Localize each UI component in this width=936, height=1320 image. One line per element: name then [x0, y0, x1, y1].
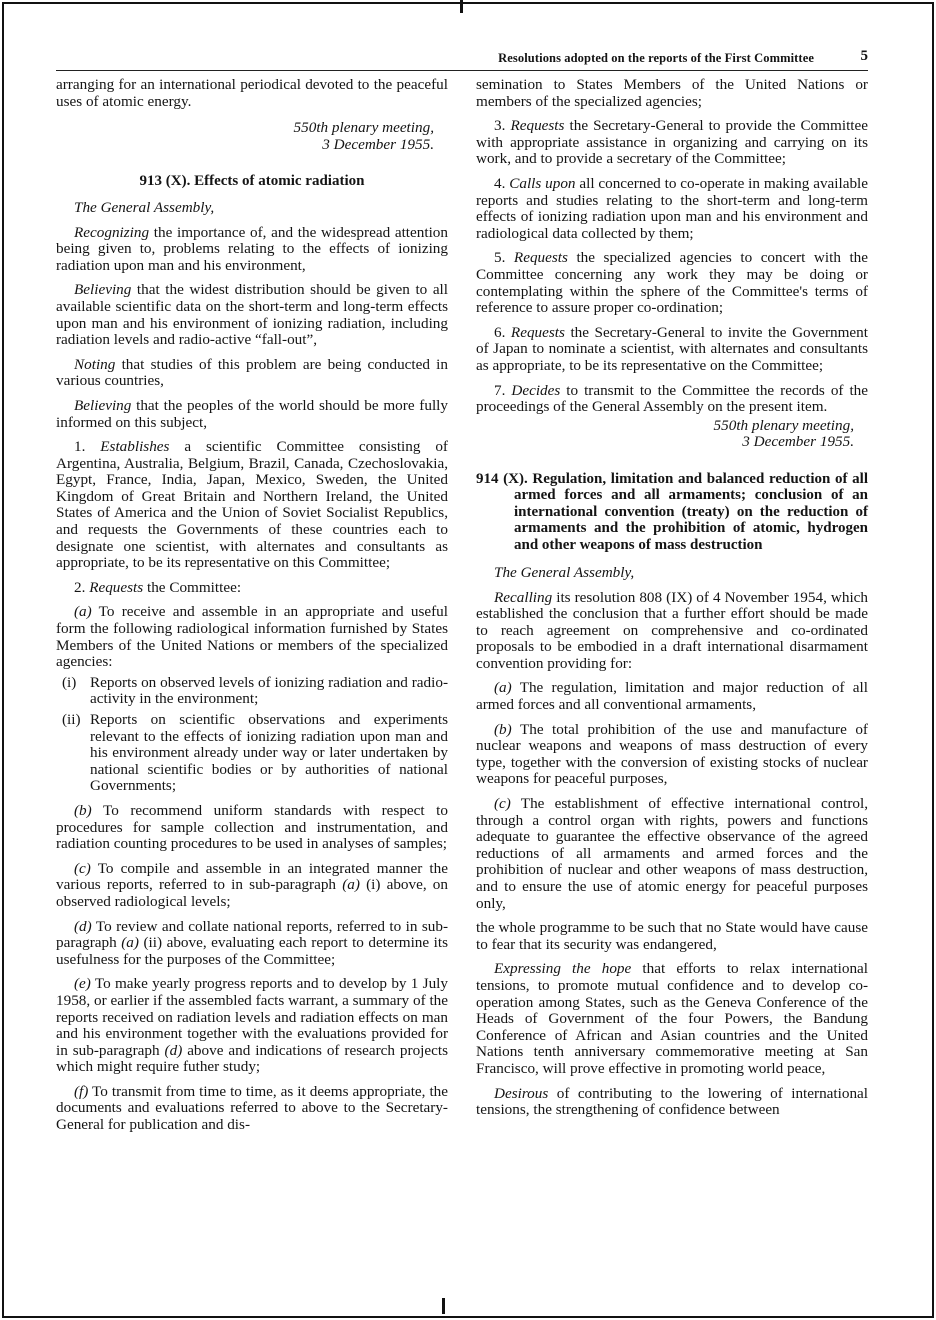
sub-paragraph-c: (c) The establishment of effective international control, through a control organ with rights, powers and functions adequate to guarantee the effective observance of the agreed reductions of all armaments and armed forces and the prohibition of nuclear and other weapons of mass destruction, and to ensure the use of atomic energy for peaceful purposes only, [476, 795, 868, 912]
sub-paragraph-f: (f) To transmit from time to time, as it deems appropriate, the documents and evaluations referred to above to the Secretary-General for publication and dis- [56, 1082, 448, 1134]
sub-paragraph-b: (b) To recommend uniform standards with respect to procedures for sample collection and instrumentation, and radiation counting procedures to be used in analyses of samples; [56, 801, 448, 853]
sub-paragraph-d: (d) To review and collate national reports, referred to in sub-paragraph (a) (ii) above, evaluating each report to determine its usefulness for the purposes of the Committee; [56, 917, 448, 968]
operative-paragraph-6: 6. Requests the Secretary-General to invite the Government of Japan to nominate a scientist, with alternates and consultants as appropriate, to be its representative on the Committee; [476, 323, 868, 374]
operative-paragraph-5: 5. Requests the specialized agencies to concert with the Committee concerning any work they may be doing or contemplating within the sphere of the Committee's terms of reference to assure proper co-ordination; [476, 249, 868, 317]
meeting-line: 550th plenary meeting, [713, 416, 854, 434]
signature-block-1 [56, 120, 448, 153]
resolution-913-title: 913 (X). Effects of atomic radiation [139, 173, 365, 190]
resolution-914-title: 914 (X). Regulation, limitation and balanced reduction of all armed forces and all armaments; conclusion of an international convention (treaty) on the reduction of armaments and the prohibition of atomic, hydrogen and other weapons of mass destruction [476, 470, 868, 553]
sub-paragraph-c: (c) To compile and assemble in an integrated manner the various reports, referred to in sub-paragraph (a) (i) above, on observed radiological levels; [56, 859, 448, 910]
expressing-paragraph: Expressing the hope that efforts to relax international tensions, to promote mutual confidence and to develop co-operation among States, such as the Geneva Conference of the Heads of Government of the four Powers, the Bandung Conference of African and Asian countries and the United Nations tenth anniversary commemorative meeting at San Francisco, will prove effective in promoting world peace, [476, 960, 868, 1077]
running-header [56, 48, 868, 71]
continued-paragraph: semination to States Members of the United Nations or members of the specialized agencies; [476, 76, 868, 110]
bottom-crop-mark [442, 1298, 445, 1314]
operative-paragraph-2: 2. Requests the Committee: [74, 578, 242, 596]
operative-paragraph-4: 4. Calls upon all concerned to co-operate in making available reports and studies relating to the short-term and long-term effects of ionizing radiation upon man and his environment and radiological data collected by them; [476, 174, 869, 242]
operative-paragraph-7: 7. Decides to transmit to the Committee the records of the proceedings of the General Assembly on the present item. [476, 381, 869, 416]
recalling-paragraph: Recalling its resolution 808 (IX) of 4 November 1954, which established the conclusion that a further effort should be made to reach agreement on comprehensive and co-ordinated proposals to be embodied in a draft international disarmament convention providing for: [476, 588, 868, 672]
item-ii: (ii) Reports on scientific observations and experiments relevant to the effects of ionizing radiation upon man and his environment already under way or later undertaken by national scientific bodies or by authorities of national Governments; [62, 711, 448, 795]
sub-paragraph-a: (a) To receive and assemble in an appropriate and useful form the following radiological information furnished by States Members of the United Nations or members of the specialized agencies: [56, 603, 448, 671]
sub-paragraph-e: (e) To make yearly progress reports and to develop by 1 July 1958, or earlier if the assembled facts warrant, a summary of the reports received on radiation levels and radiation effects on man and his environment together with the evaluations provided for in sub-paragraph (d) above and indications of research projects which might require futher study; [56, 975, 448, 1076]
operative-paragraph-1: 1. Establishes a scientific Committee consisting of Argentina, Australia, Belgium, Brazil, Canada, Czechoslovakia, Egypt, France, India, Japan, Mexico, Sweden, the United Kingdom of Great Britain and Northern Ireland, the United States of America and the Union of Soviet Socialist Republics, and requests the Governments of these countries each to designate one scientist, with alternates and consultants as appropriate, to be its representative on this Committee; [56, 438, 448, 572]
sub-paragraph-b: (b) The total prohibition of the use and manufacture of nuclear weapons and weapons of mass destruction of every type, together with the conversion of existing stocks of nuclear weapons for peaceful purposes, [476, 720, 868, 788]
desirous-paragraph: Desirous of contributing to the lowering of international tensions, the strengthening of confidence between [476, 1084, 868, 1119]
sub-paragraph-a: (a) The regulation, limitation and major reduction of all armed forces and all conventional armaments, [476, 679, 868, 714]
right-column [476, 77, 868, 1127]
assembly-heading: The General Assembly, [494, 563, 635, 581]
signature-block-2 [476, 418, 868, 451]
believing-paragraph-1: Believing that the widest distribution should be given to all available scientific data on the short-term and long-term effects upon man and his environment of ionizing radiation, including radiation levels and radio-active “fall-out”, [56, 281, 448, 349]
continued-paragraph: arranging for an international periodical devoted to the peaceful uses of atomic energy. [56, 76, 448, 110]
operative-paragraph-3: 3. Requests the Secretary-General to provide the Committee with appropriate assistance in organizing and carrying on its work, and to provide a secretary of the Committee; [476, 117, 869, 168]
meeting-line: 550th plenary meeting, [293, 119, 434, 137]
date-line: 3 December 1955. [322, 135, 434, 153]
noting-paragraph: Noting that studies of this problem are being conducted in various countries, [56, 355, 448, 390]
item-i: (i) Reports on observed levels of ionizing radiation and radio-activity in the environment; [62, 673, 448, 708]
date-line: 3 December 1955. [742, 433, 854, 451]
whole-programme-paragraph: the whole programme to be such that no State would have cause to fear that its security was endangered, [476, 919, 868, 953]
page-number: 5 [860, 48, 868, 64]
assembly-heading: The General Assembly, [74, 198, 215, 216]
top-crop-mark [460, 0, 463, 13]
left-column [56, 77, 448, 1142]
believing-paragraph-2: Believing that the peoples of the world should be more fully informed on this subject, [56, 396, 448, 431]
recognizing-paragraph: Recognizing the importance of, and the widespread attention being given to, problems relating to the effects of ionizing radiation upon man and his environment, [56, 223, 448, 274]
running-title: Resolutions adopted on the reports of the First Committee [498, 51, 814, 65]
